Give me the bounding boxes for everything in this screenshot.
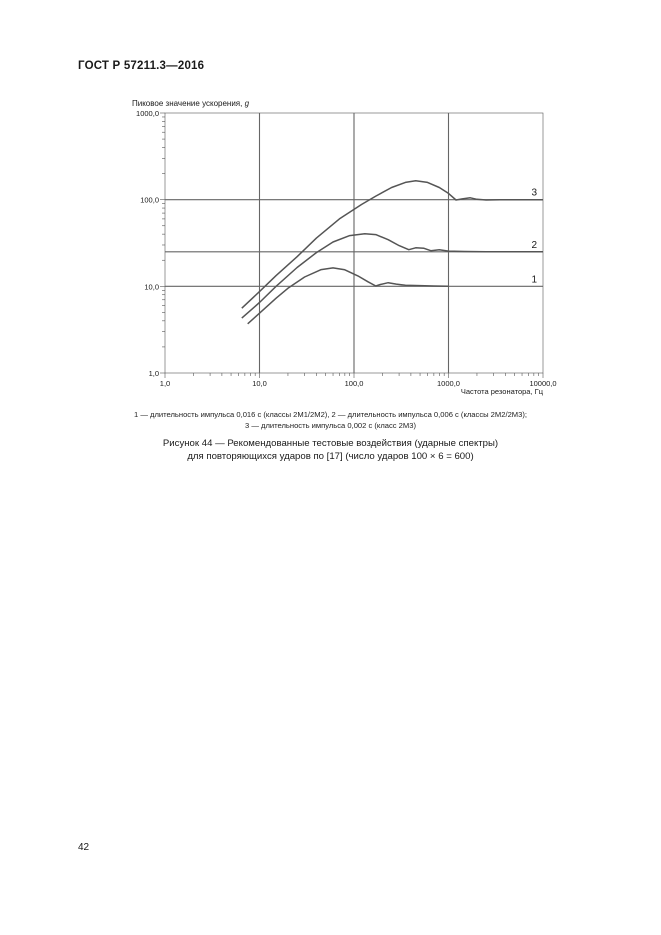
x-tick-label: 1000,0 <box>437 379 460 388</box>
series-label-2: 2 <box>531 239 537 251</box>
x-tick-label: 10,0 <box>252 379 267 388</box>
caption-line-2: для повторяющихся ударов по [17] (число ударов 100 × 6 = 600) <box>187 451 474 462</box>
legend-line-2: 3 — длительность импульса 0,002 с (класс 2M3) <box>245 421 416 430</box>
y-axis-title-unit: g <box>244 99 250 108</box>
series-2-line <box>242 234 543 318</box>
series-label-1: 1 <box>531 274 537 286</box>
x-axis-title: Частота резонатора, Гц <box>460 387 543 396</box>
y-tick-label: 10,0 <box>144 282 159 292</box>
x-tick-label: 10000,0 <box>529 379 557 388</box>
page-number: 42 <box>78 842 90 853</box>
labels-layer <box>531 188 537 286</box>
y-tick-label: 100,0 <box>140 195 159 205</box>
y-tick-label: 1000,0 <box>136 109 159 118</box>
y-tick-label: 1,0 <box>148 369 159 378</box>
figure-legend <box>60 409 601 431</box>
document-header: ГОСТ Р 57211.3—2016 <box>78 60 205 72</box>
y-axis-title <box>132 99 250 108</box>
grid-layer <box>165 113 543 373</box>
x-tick-label: 100,0 <box>344 379 364 388</box>
caption-line-1: Рисунок 44 — Рекомендованные тестовые воздействия (ударные спектры) <box>162 438 499 449</box>
ticks-layer <box>136 109 557 388</box>
x-tick-label: 1,0 <box>159 379 171 388</box>
figure-caption <box>60 437 601 463</box>
y-axis-title-prefix: Пиковое значение ускорения, <box>132 99 245 108</box>
series-label-3: 3 <box>531 187 537 199</box>
legend-line-1: 1 — длительность импульса 0,016 с (классы 2M1/2M2), 2 — длительность импульса 0,006 с (классы 2M2/2M3); <box>134 410 527 419</box>
series-1-line <box>248 268 449 324</box>
